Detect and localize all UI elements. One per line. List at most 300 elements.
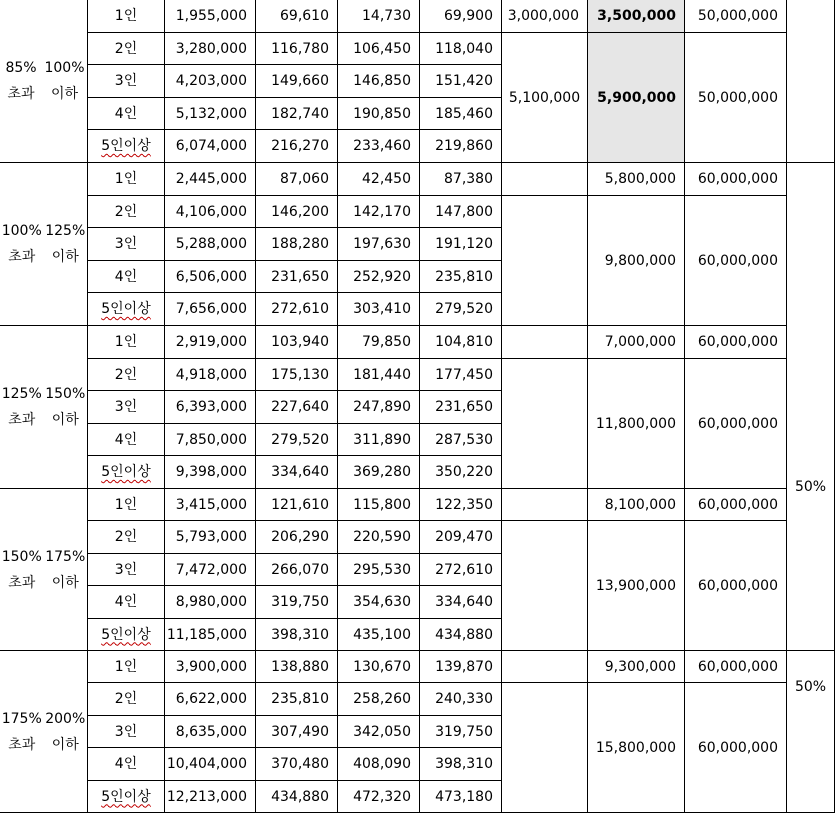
value-cell [420, 261, 502, 293]
value-cell-text: 472,320 [353, 788, 411, 805]
rate-lower-text: 50% [794, 678, 827, 695]
value-cell [256, 293, 338, 326]
limit-single-cell-text: 8,100,000 [604, 496, 676, 513]
household-size-cell [88, 781, 165, 813]
single-limit-cell [502, 0, 588, 33]
household-size-cell-text: 5인이상 [101, 788, 151, 805]
value-cell [338, 683, 420, 716]
max-multi-cell-text: 60,000,000 [697, 739, 778, 756]
limit-single-cell [588, 326, 685, 359]
value-cell [338, 359, 420, 391]
household-size-cell-text: 2인 [114, 203, 138, 220]
household-size-cell-text: 2인 [114, 529, 138, 545]
household-size-cell-text: 1인 [114, 171, 138, 187]
household-size-cell-text: 1인 [114, 8, 138, 24]
value-cell [420, 651, 502, 683]
value-cell [165, 33, 256, 65]
household-size-cell [88, 228, 165, 261]
rate-lower-cell [787, 651, 835, 813]
value-cell [165, 781, 256, 813]
value-cell-text: 307,490 [271, 723, 329, 740]
value-cell [256, 521, 338, 554]
value-cell-text: 2,445,000 [175, 171, 247, 187]
empty-cell [502, 651, 588, 683]
value-cell-text: 369,280 [353, 464, 411, 480]
value-cell [338, 748, 420, 781]
household-size-cell-text: 3인 [114, 561, 138, 578]
value-cell-text: 258,260 [353, 691, 411, 707]
value-cell [420, 716, 502, 748]
value-cell-text: 235,810 [435, 268, 493, 285]
value-cell [338, 586, 420, 619]
value-cell [165, 228, 256, 261]
value-cell [256, 586, 338, 619]
income-bracket-line2: 175%이하 [45, 548, 86, 591]
household-size-cell-text: 4인 [114, 431, 138, 448]
value-cell-text: 79,850 [362, 334, 411, 350]
value-cell-text: 116,780 [271, 40, 329, 57]
value-cell-text: 139,870 [435, 658, 493, 675]
household-size-cell-text: 4인 [114, 756, 138, 772]
max-multi-cell-text: 50,000,000 [697, 89, 778, 106]
value-cell-text: 87,380 [444, 171, 493, 187]
value-cell-text: 10,404,000 [166, 756, 247, 772]
empty-cell [502, 489, 588, 521]
household-size-cell-text: 5인이상 [101, 138, 151, 154]
income-bracket-label [0, 651, 88, 813]
limit-multi-cell-text: 5,900,000 [597, 89, 676, 106]
rate-empty-cell [787, 0, 835, 163]
value-cell [256, 228, 338, 261]
value-cell [256, 456, 338, 489]
household-size-cell-text: 3인 [114, 723, 138, 740]
value-cell-text: 138,880 [271, 658, 329, 675]
value-cell [338, 293, 420, 326]
value-cell-text: 272,610 [435, 561, 493, 578]
value-cell [256, 619, 338, 651]
value-cell-text: 408,090 [353, 756, 411, 772]
value-cell [165, 716, 256, 748]
value-cell [256, 651, 338, 683]
value-cell [165, 748, 256, 781]
max-multi-cell-text: 60,000,000 [697, 415, 778, 432]
limit-multi-cell-text: 11,800,000 [595, 415, 676, 432]
value-cell-text: 106,450 [353, 40, 411, 57]
value-cell [165, 130, 256, 163]
income-bracket-line2: 125%이하 [45, 223, 86, 265]
value-cell-text: 233,460 [353, 138, 411, 154]
value-cell-text: 272,610 [271, 301, 329, 317]
value-cell-text: 11,185,000 [166, 626, 247, 643]
value-cell [165, 196, 256, 228]
income-bracket-label [0, 489, 88, 651]
value-cell-text: 6,393,000 [175, 399, 247, 415]
limit-multi-cell [588, 683, 685, 813]
household-size-cell-text: 5인이상 [101, 626, 151, 643]
value-cell [338, 196, 420, 228]
value-cell-text: 398,310 [271, 626, 329, 643]
value-cell-text: 3,280,000 [175, 40, 247, 57]
value-cell [256, 196, 338, 228]
value-cell-text: 5,288,000 [175, 236, 247, 252]
value-cell [338, 521, 420, 554]
value-cell-text: 175,130 [271, 366, 329, 383]
value-cell [338, 261, 420, 293]
household-size-cell [88, 424, 165, 456]
household-size-cell [88, 586, 165, 619]
limit-single-cell [588, 489, 685, 521]
value-cell [420, 33, 502, 65]
value-cell [256, 359, 338, 391]
value-cell-text: 3,900,000 [175, 658, 247, 675]
value-cell [165, 293, 256, 326]
value-cell-text: 434,880 [435, 626, 493, 643]
household-size-cell [88, 196, 165, 228]
household-size-cell-text: 2인 [114, 366, 138, 383]
value-cell-text: 1,955,000 [175, 8, 247, 24]
value-cell [165, 586, 256, 619]
value-cell-text: 354,630 [353, 594, 411, 610]
value-cell-text: 279,520 [435, 301, 493, 317]
value-cell-text: 303,410 [353, 301, 411, 317]
value-cell [420, 456, 502, 489]
household-size-cell [88, 65, 165, 98]
income-bracket-line1: 85% 초과 [5, 60, 37, 102]
household-size-cell [88, 521, 165, 554]
household-size-cell-text: 2인 [114, 691, 138, 707]
value-cell-text: 279,520 [271, 431, 329, 448]
value-cell [165, 391, 256, 424]
value-cell-text: 5,132,000 [175, 105, 247, 122]
value-cell-text: 121,610 [271, 496, 329, 513]
value-cell-text: 4,203,000 [175, 73, 247, 89]
household-size-cell-text: 1인 [114, 334, 138, 350]
value-cell-text: 252,920 [353, 268, 411, 285]
value-cell-text: 220,590 [353, 529, 411, 545]
value-cell [338, 33, 420, 65]
value-cell-text: 104,810 [435, 334, 493, 350]
value-cell [338, 716, 420, 748]
value-cell-text: 231,650 [435, 399, 493, 415]
value-cell-text: 147,800 [435, 203, 493, 220]
value-cell [256, 781, 338, 813]
value-cell-text: 188,280 [271, 236, 329, 252]
household-size-cell [88, 716, 165, 748]
value-cell-text: 181,440 [353, 366, 411, 383]
value-cell-text: 8,635,000 [175, 723, 247, 740]
value-cell-text: 266,070 [271, 561, 329, 578]
value-cell [420, 359, 502, 391]
income-bracket-line1: 175%초과 [1, 710, 42, 753]
income-bracket-line2: 150%이하 [45, 386, 86, 428]
value-cell [338, 0, 420, 33]
rate-upper-text: 50% [794, 478, 827, 495]
value-cell-text: 342,050 [353, 723, 411, 740]
max-single-cell [685, 163, 787, 196]
value-cell-text: 319,750 [271, 594, 329, 610]
value-cell-text: 197,630 [353, 236, 411, 252]
max-single-cell-text: 60,000,000 [697, 496, 778, 513]
value-cell [420, 98, 502, 130]
household-size-cell [88, 619, 165, 651]
limit-single-cell [588, 0, 685, 33]
value-cell-text: 42,450 [362, 171, 411, 187]
value-cell-text: 6,622,000 [175, 691, 247, 707]
value-cell-text: 473,180 [435, 788, 493, 805]
value-cell [165, 359, 256, 391]
value-cell [420, 489, 502, 521]
value-cell [420, 326, 502, 359]
household-size-cell [88, 163, 165, 196]
single-limit-cell-text: 3,000,000 [507, 8, 579, 24]
household-size-cell-text: 4인 [114, 594, 138, 610]
value-cell [420, 781, 502, 813]
value-cell-text: 149,660 [271, 73, 329, 89]
value-cell-text: 14,730 [362, 8, 411, 24]
income-bracket-label [0, 0, 88, 163]
value-cell [165, 424, 256, 456]
value-cell [420, 196, 502, 228]
household-size-cell [88, 456, 165, 489]
household-size-cell-text: 4인 [114, 105, 138, 122]
value-cell [256, 33, 338, 65]
max-single-cell-text: 50,000,000 [697, 8, 778, 24]
value-cell [338, 228, 420, 261]
value-cell-text: 69,900 [444, 8, 493, 24]
value-cell-text: 3,415,000 [175, 496, 247, 513]
multi-limit-cell-text: 5,100,000 [508, 89, 581, 106]
value-cell-text: 7,656,000 [175, 301, 247, 317]
value-cell-text: 177,450 [435, 366, 493, 383]
value-cell [256, 424, 338, 456]
household-size-cell [88, 651, 165, 683]
value-cell [256, 716, 338, 748]
max-single-cell [685, 326, 787, 359]
household-size-cell-text: 2인 [114, 40, 138, 57]
value-cell-text: 247,890 [353, 399, 411, 415]
value-cell-text: 5,793,000 [175, 529, 247, 545]
value-cell [338, 163, 420, 196]
household-size-cell-text: 3인 [114, 399, 138, 415]
value-cell [420, 554, 502, 586]
value-cell-text: 191,120 [435, 236, 493, 252]
value-cell-text: 4,106,000 [175, 203, 247, 220]
limit-multi-cell [588, 359, 685, 489]
value-cell-text: 103,940 [271, 334, 329, 350]
limit-multi-cell [588, 196, 685, 326]
value-cell [338, 554, 420, 586]
max-single-cell [685, 0, 787, 33]
value-cell [420, 521, 502, 554]
value-cell [256, 748, 338, 781]
income-bracket-line1: 150%초과 [1, 548, 42, 591]
value-cell [165, 521, 256, 554]
value-cell [420, 619, 502, 651]
value-cell [420, 130, 502, 163]
value-cell-text: 8,980,000 [175, 594, 247, 610]
max-multi-cell-text: 60,000,000 [697, 577, 778, 594]
value-cell [165, 326, 256, 359]
value-cell [338, 391, 420, 424]
value-cell-text: 235,810 [271, 691, 329, 707]
limit-multi-cell-text: 9,800,000 [604, 252, 676, 269]
household-size-cell [88, 391, 165, 424]
max-multi-cell-text: 60,000,000 [697, 252, 778, 269]
value-cell [420, 163, 502, 196]
value-cell [338, 98, 420, 130]
value-cell [256, 98, 338, 130]
value-cell-text: 319,750 [435, 723, 493, 740]
value-cell-text: 209,470 [435, 529, 493, 545]
value-cell [420, 748, 502, 781]
household-size-cell [88, 261, 165, 293]
value-cell-text: 435,100 [353, 626, 411, 643]
value-cell-text: 334,640 [271, 464, 329, 480]
max-single-cell-text: 60,000,000 [697, 171, 778, 187]
household-size-cell [88, 748, 165, 781]
household-size-cell [88, 554, 165, 586]
empty-cell [502, 163, 588, 196]
household-size-cell-text: 1인 [114, 496, 138, 513]
value-cell-text: 6,506,000 [175, 268, 247, 285]
value-cell-text: 146,200 [271, 203, 329, 220]
value-cell-text: 182,740 [271, 105, 329, 122]
value-cell-text: 240,330 [435, 691, 493, 707]
value-cell [165, 456, 256, 489]
limit-single-cell-text: 5,800,000 [604, 171, 676, 187]
household-size-cell [88, 489, 165, 521]
value-cell-text: 151,420 [435, 73, 493, 89]
value-cell [165, 619, 256, 651]
value-cell [256, 683, 338, 716]
income-bracket-line2: 200%이하 [45, 710, 86, 753]
value-cell [165, 98, 256, 130]
household-size-cell [88, 130, 165, 163]
value-cell [165, 0, 256, 33]
limit-multi-cell-text: 13,900,000 [595, 577, 676, 594]
value-cell [338, 65, 420, 98]
household-size-cell [88, 326, 165, 359]
value-cell [338, 424, 420, 456]
limit-single-cell [588, 163, 685, 196]
household-size-cell-text: 3인 [114, 236, 138, 252]
value-cell-text: 146,850 [353, 73, 411, 89]
value-cell-text: 370,480 [271, 756, 329, 772]
value-cell [420, 683, 502, 716]
value-cell-text: 334,640 [435, 594, 493, 610]
household-size-cell [88, 683, 165, 716]
value-cell-text: 216,270 [271, 138, 329, 154]
value-cell [420, 586, 502, 619]
empty-cell [502, 683, 588, 813]
limit-single-cell-text: 9,300,000 [604, 658, 676, 675]
rate-upper-cell [787, 163, 835, 651]
income-bracket-line1: 100%초과 [1, 223, 42, 265]
max-single-cell-text: 60,000,000 [697, 658, 778, 675]
household-size-cell-text: 3인 [114, 73, 138, 89]
household-size-cell [88, 98, 165, 130]
limit-multi-cell-text: 15,800,000 [595, 739, 676, 756]
household-size-cell [88, 0, 165, 33]
value-cell [420, 424, 502, 456]
value-cell-text: 69,610 [280, 8, 329, 24]
income-bracket-line1: 125%초과 [1, 386, 42, 428]
value-cell-text: 130,670 [353, 658, 411, 675]
max-multi-cell [685, 33, 787, 163]
max-single-cell-text: 60,000,000 [697, 334, 778, 350]
value-cell [256, 65, 338, 98]
value-cell [256, 163, 338, 196]
max-multi-cell [685, 359, 787, 489]
limit-single-cell-text: 3,500,000 [597, 8, 676, 24]
income-bracket-label [0, 326, 88, 489]
empty-cell [502, 359, 588, 489]
value-cell [256, 130, 338, 163]
multi-limit-cell [502, 33, 588, 163]
value-cell-text: 6,074,000 [175, 138, 247, 154]
value-cell [165, 554, 256, 586]
value-cell [420, 0, 502, 33]
value-cell-text: 87,060 [280, 171, 329, 187]
value-cell [256, 326, 338, 359]
value-cell [256, 261, 338, 293]
limit-multi-cell [588, 33, 685, 163]
value-cell-text: 227,640 [271, 399, 329, 415]
household-size-cell-text: 5인이상 [101, 301, 151, 317]
empty-cell [502, 521, 588, 651]
value-cell-text: 219,860 [435, 138, 493, 154]
household-size-cell-text: 1인 [114, 658, 138, 675]
household-size-cell [88, 33, 165, 65]
value-cell-text: 12,213,000 [166, 788, 247, 805]
limit-multi-cell [588, 521, 685, 651]
value-cell [256, 391, 338, 424]
household-size-cell [88, 293, 165, 326]
value-cell-text: 9,398,000 [175, 464, 247, 480]
value-cell [338, 326, 420, 359]
value-cell-text: 185,460 [435, 105, 493, 122]
value-cell-text: 142,170 [353, 203, 411, 220]
value-cell [338, 619, 420, 651]
value-cell-text: 7,472,000 [175, 561, 247, 578]
value-cell-text: 4,918,000 [175, 366, 247, 383]
value-cell [165, 163, 256, 196]
value-cell-text: 398,310 [435, 756, 493, 772]
household-size-cell-text: 4인 [114, 268, 138, 285]
value-cell [338, 781, 420, 813]
value-cell [165, 651, 256, 683]
value-cell [256, 554, 338, 586]
max-single-cell [685, 651, 787, 683]
limit-single-cell [588, 651, 685, 683]
value-cell-text: 295,530 [353, 561, 411, 578]
value-cell-text: 122,350 [435, 496, 493, 513]
value-cell-text: 311,890 [353, 431, 411, 448]
max-multi-cell [685, 683, 787, 813]
value-cell [338, 456, 420, 489]
value-cell-text: 115,800 [353, 496, 411, 513]
value-cell-text: 206,290 [271, 529, 329, 545]
income-bracket-line2: 100%이하 [44, 60, 85, 102]
empty-cell [502, 326, 588, 359]
value-cell [165, 489, 256, 521]
limit-single-cell-text: 7,000,000 [604, 334, 676, 350]
max-multi-cell [685, 521, 787, 651]
value-cell-text: 350,220 [435, 464, 493, 480]
value-cell [420, 391, 502, 424]
value-cell-text: 7,850,000 [175, 431, 247, 448]
empty-cell [502, 196, 588, 326]
